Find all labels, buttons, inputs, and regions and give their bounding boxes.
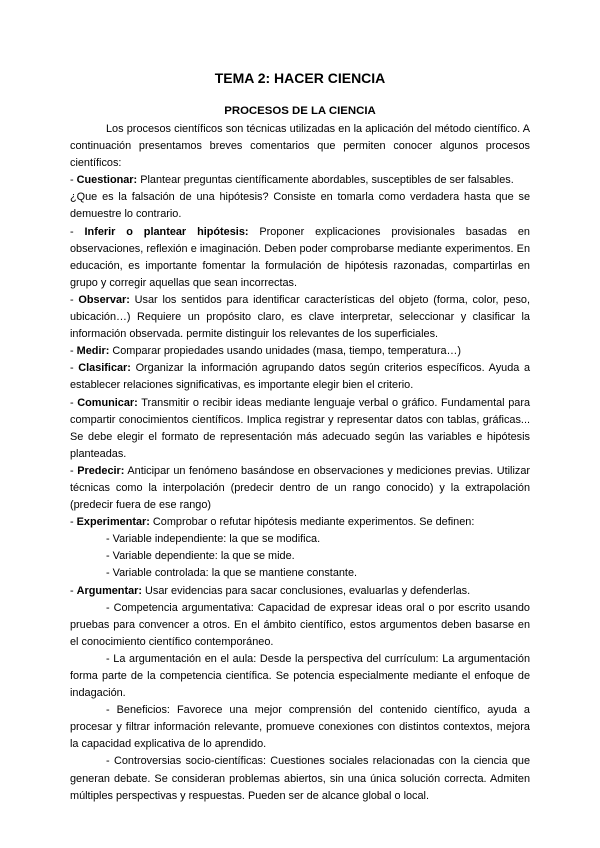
bullet-dash: - <box>70 516 77 529</box>
term-experimentar: Experimentar: <box>76 516 150 529</box>
text-predecir: Anticipar un fenómeno basándose en observaciones y mediciones previas. Utilizar técnicas como la interpolación (predecir dentro de un rango conocido) y la extrapolación (predecir fuera de ese rango) <box>70 464 530 512</box>
sub-paragraph: - Beneficios: Favorece una mejor comprensión del contenido científico, ayuda a procesar y filtrar información relevante, promueve conexiones con distintos contextos, mejora la capacidad explicativa de lo aprendido. <box>70 704 530 751</box>
sub-paragraph: - Competencia argumentativa: Capacidad de expresar ideas oral o por escrito usando pruebas para convencer a otros. En el ámbito científico, estos argumentos deben basarse en el conocimiento científico contemporáneo. <box>70 601 530 648</box>
bullet-dash: - <box>70 584 77 597</box>
text-medir: Comparar propiedades usando unidades (masa, tiempo, temperatura…) <box>109 345 462 358</box>
text-cuestionar: Plantear preguntas científicamente abordables, susceptibles de ser falsables. <box>137 174 514 187</box>
text-argumentar: Usar evidencias para sacar conclusiones, evaluarlas y defenderlas. <box>142 584 471 597</box>
sub-paragraph: - Controversias socio-científicas: Cuestiones sociales relacionadas con la ciencia que generan debate. Se consideran problemas abiertos, sin una única solución correcta. Admiten múltiples perspectivas y respuestas. Pueden ser de alcance global o local. <box>70 755 530 802</box>
text-clasificar: Organizar la información agrupando datos según criterios específicos. Ayuda a establecer relaciones significativas, es importante elegir bien el criterio. <box>70 362 530 392</box>
item-predecir <box>70 463 530 514</box>
intro-paragraph: Los procesos científicos son técnicas utilizadas en la aplicación del método científico. A continuación presentamos breves comentarios que permiten conocer algunos procesos científicos: <box>70 123 530 170</box>
term-comunicar: Comunicar: <box>77 396 138 409</box>
item-medir <box>70 343 530 360</box>
bullet-dash: - <box>70 362 79 375</box>
term-medir: Medir: <box>76 345 110 358</box>
item-clasificar <box>70 360 530 394</box>
item-inferir <box>70 224 530 292</box>
item-comunicar <box>70 395 530 463</box>
item-experimentar <box>70 514 530 531</box>
bullet-dash: - <box>70 174 77 187</box>
item-observar <box>70 292 530 343</box>
text-comunicar: Transmitir o recibir ideas mediante lenguaje verbal o gráfico. Fundamental para compartir conocimientos científicos. Implica registrar y representar datos con tablas, gráficas... Se debe elegir el formato de representación más adecuado según las variables e hipótesis planteadas. <box>70 396 531 460</box>
page-title: TEMA 2: HACER CIENCIA <box>214 70 386 86</box>
bullet-dash: - <box>70 464 78 477</box>
section-title: PROCESOS DE LA CIENCIA <box>224 105 376 117</box>
bullet-dash: - <box>70 345 77 358</box>
sub-paragraph: - La argumentación en el aula: Desde la perspectiva del currículum: La argumentación forma parte de la competencia científica. Se potencia especialmente mediante el enfoque de indagación. <box>70 652 530 700</box>
term-argumentar: Argumentar: <box>76 584 143 597</box>
bullet-dash: - <box>70 293 79 306</box>
falsacion-paragraph: ¿Que es la falsación de una hipótesis? Consiste en tomarla como verdadera hasta que se demuestre lo contrario. <box>70 191 530 221</box>
term-observar: Observar: <box>78 293 130 306</box>
text-inferir: Proponer explicaciones provisionales basadas en observaciones, reflexión e imaginación. Deben poder comprobarse mediante experimentos. En educación, es importante fomentar la formulación de hipótesis razonadas, compartirlas en grupo y corregir aquellas que sean incorrectas. <box>70 225 530 289</box>
item-cuestionar <box>70 172 530 189</box>
item-argumentar <box>70 583 530 600</box>
sub-item: - Variable independiente: la que se modifica. <box>106 533 321 546</box>
term-predecir: Predecir: <box>77 464 125 477</box>
sub-item: - Variable dependiente: la que se mide. <box>106 550 295 563</box>
text-experimentar: Comprobar o refutar hipótesis mediante experimentos. Se definen: <box>149 516 475 529</box>
document-body <box>70 121 530 805</box>
bullet-dash: - <box>70 225 85 238</box>
term-cuestionar: Cuestionar: <box>76 174 138 187</box>
term-clasificar: Clasificar: <box>78 362 131 375</box>
text-observar: Usar los sentidos para identificar características del objeto (forma, color, peso, ubicación…) Requiere un propósito claro, es clave interpretar, seleccionar y clasificar la información observada. permite distinguir los relevantes de los superficiales. <box>70 293 530 341</box>
sub-item: - Variable controlada: la que se mantiene constante. <box>106 567 358 580</box>
bullet-dash: - <box>70 396 78 409</box>
term-inferir: Inferir o plantear hipótesis: <box>84 225 249 238</box>
